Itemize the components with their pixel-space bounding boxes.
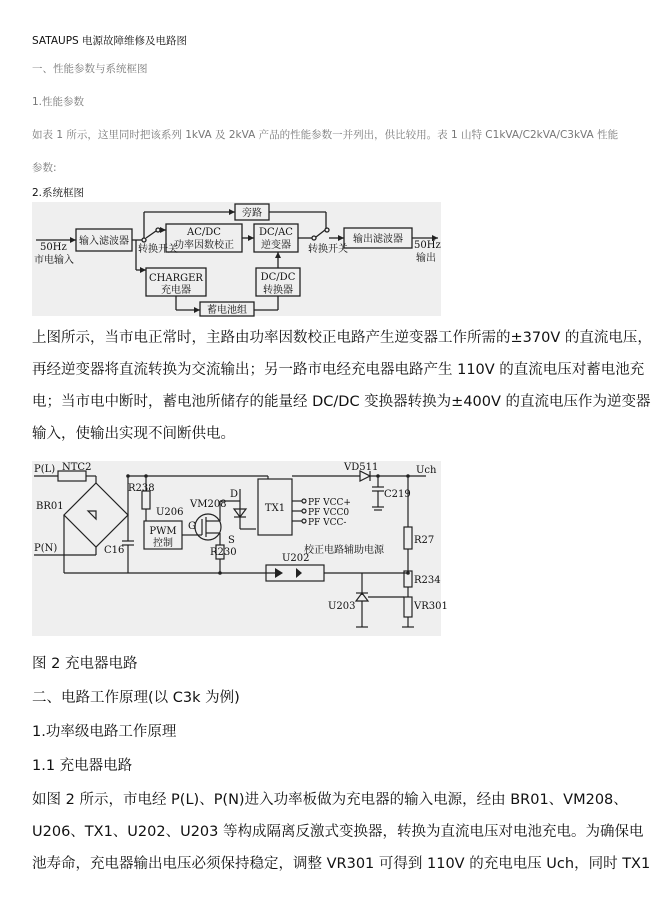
subsection-heading: 1.性能参数 <box>32 96 85 108</box>
inverter-label: 逆变器 <box>261 240 291 251</box>
pwm-label: PWM <box>149 526 177 537</box>
input-filter-label: 输入滤波器 <box>79 236 129 247</box>
subsection-heading: 1.功率级电路工作原理 <box>32 724 177 740</box>
paragraph-line: U206、TX1、U202、U203 等构成隔离反激式变换器，转换为直流电压对电池充电。为确保电 <box>32 824 644 840</box>
mains-input-label: 市电输入 <box>34 255 74 266</box>
c219-label: C219 <box>384 489 411 500</box>
pf-vcc-minus-label: PF VCC- <box>308 518 347 528</box>
paragraph-line: 池寿命，充电器输出电压必须保持稳定，调整 VR301 可得到 110V 的充电电压 Uch，同时 TX1 <box>32 856 651 872</box>
converter-label: 转换器 <box>263 285 293 296</box>
drain-label: D <box>230 489 239 500</box>
intro-paragraph-line: 参数: <box>32 162 57 174</box>
body-paragraph <box>32 322 652 450</box>
vr301-label: VR301 <box>414 601 448 612</box>
paragraph-line: 输入，使输出实现不间断供电。 <box>32 426 235 442</box>
doc-title: SATAUPS 电源故障维修及电路图 <box>32 35 188 47</box>
dcdc-label: DC/DC <box>260 272 296 283</box>
output-frequency: 50Hz <box>414 240 441 251</box>
section-heading-2: 二、电路工作原理(以 C3k 为例) <box>32 690 240 706</box>
intro-paragraph-line: 如表 1 所示，这里同时把该系列 1kVA 及 2kVA 产品的性能参数一并列出，供比较用。表 1 山特 C1kVA/C2kVA/C3kVA 性能 <box>32 129 619 141</box>
r234-label: R234 <box>414 575 441 586</box>
mosfet-label: VM208 <box>190 499 227 510</box>
pl-label: P(L) <box>34 464 56 475</box>
switch-right-label: 转换开关 <box>308 244 348 255</box>
ntc-label: NTC2 <box>62 462 92 473</box>
paragraph-line: 如图 2 所示，市电经 P(L)、P(N)进入功率板做为充电器的输入电源，经由 BR01、VM208、 <box>32 792 628 808</box>
pf-vcc-plus-label: PF VCC+ <box>308 498 351 508</box>
output-filter-label: 输出滤波器 <box>353 234 403 245</box>
source-label: S <box>228 535 235 546</box>
pf-vcc0-label: PF VCC0 <box>308 508 350 518</box>
charger-label-en: CHARGER <box>149 273 203 284</box>
block-diagram-svg <box>32 202 441 316</box>
r238-label: R238 <box>128 483 155 494</box>
paragraph-line: 电；当市电中断时，蓄电池所储存的能量经 DC/DC 变换器转换为±400V 的直流电压作为逆变器 <box>32 394 651 410</box>
body-paragraph <box>32 784 650 880</box>
output-label: 输出 <box>416 253 436 264</box>
transformer-label: TX1 <box>264 503 286 514</box>
pfc-label: 功率因数校正 <box>174 240 234 251</box>
pn-label: P(N) <box>34 543 58 554</box>
bypass-label: 旁路 <box>242 208 262 219</box>
figure-caption: 图 2 充电器电路 <box>32 656 138 672</box>
system-block-diagram <box>32 202 441 316</box>
switch-left-label: 转换开关 <box>138 244 178 255</box>
pwm-control-label: 控制 <box>153 538 173 549</box>
c16-label: C16 <box>104 545 125 556</box>
gate-label: G <box>188 521 196 532</box>
subsection-heading: 2.系统框图 <box>32 187 85 199</box>
r27-label: R27 <box>414 535 435 546</box>
circuit-svg <box>32 461 448 636</box>
bridge-label: BR01 <box>36 501 64 512</box>
charger-label-cn: 充电器 <box>161 285 191 296</box>
u203-label: U203 <box>328 601 356 612</box>
uch-label: Uch <box>416 465 437 476</box>
paragraph-line: 再经逆变器将直流转换为交流输出；另一路市电经充电器电路产生 110V 的直流电压对蓄电池充 <box>32 362 645 378</box>
acdc-label: AC/DC <box>187 227 221 238</box>
vd511-label: VD511 <box>344 462 379 473</box>
battery-label: 蓄电池组 <box>207 305 247 316</box>
u202-label: U202 <box>282 553 310 564</box>
subsection-heading: 1.1 充电器电路 <box>32 758 133 774</box>
section-heading-1: 一、性能参数与系统框图 <box>32 63 148 75</box>
charger-circuit-diagram <box>32 461 448 636</box>
input-frequency: 50Hz <box>40 242 67 253</box>
dcac-label: DC/AC <box>259 227 293 238</box>
aux-supply-label: 校正电路辅助电源 <box>304 545 384 556</box>
r230-label: R230 <box>210 547 237 558</box>
paragraph-line: 上图所示，当市电正常时，主路由功率因数校正电路产生逆变器工作所需的±370V 的直流电压， <box>32 330 652 346</box>
u206-label: U206 <box>156 507 184 518</box>
